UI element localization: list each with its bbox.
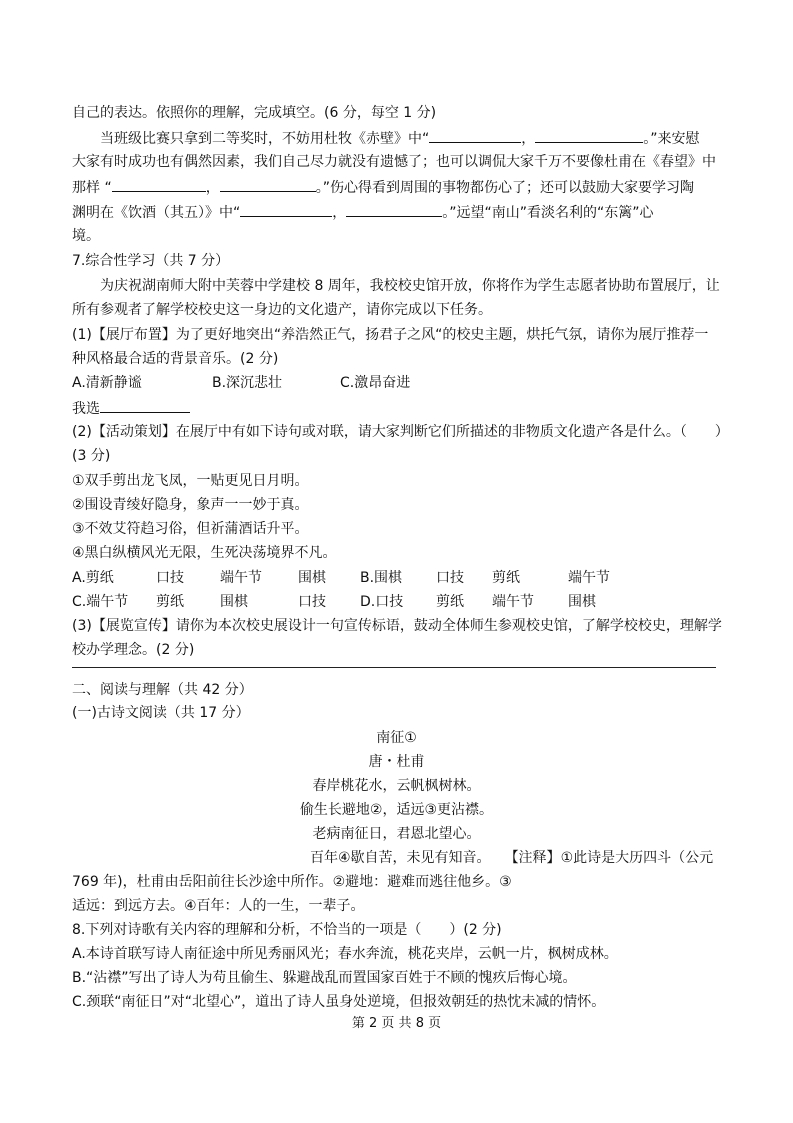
q6-instruction: 自己的表达。依照你的理解，完成填空。(6 分，每空 1 分) [72,105,437,121]
part2-subheading: (一)古诗文阅读（共 17 分） [72,705,250,721]
note-line-3: 适远：到远方去。④百年：人的一生，一辈子。 [72,898,365,914]
q6-line-3 [72,177,694,198]
choice-item: 剪纸 [436,594,464,610]
blank-5[interactable] [240,202,332,217]
choice-a[interactable]: A.剪纸 [72,570,114,586]
q7-sub2-line1: (2)【活动策划】在展厅中有如下诗句或对联，请大家判断它们所描述的非物质文化遗产各是什么。（ ） [72,424,729,440]
couplet-4: ④黑白纵横风光无限，生死决荡境界不凡。 [72,545,337,561]
poem-title: 南征① [376,730,417,746]
choice-item: 口技 [298,594,326,610]
q6-sep: ， [332,205,347,221]
q7-sub2-line2: (3 分) [72,448,111,464]
answer-divider [72,667,716,668]
option-b[interactable]: B.深沉悲壮 [212,375,283,391]
poem-line-2: 偷生长避地②，适远③更沾襟。 [299,802,494,818]
q7-sub3-line2: 校办学理念。(2 分) [72,642,195,658]
q6-line-4 [72,202,654,223]
blank-4[interactable] [220,177,316,192]
note-label: 【注释】 [504,850,561,866]
answer-blank[interactable] [100,398,190,413]
choice-b[interactable]: B.围棋 [360,570,403,586]
q6-text: 当班级比赛只拿到二等奖时，不妨用杜牧《赤壁》中“ [100,131,430,147]
q6-text: 那样 “ [72,180,112,196]
q7-intro-1: 为庆祝湖南师大附中芙蓉中学建校 8 周年，我校校史馆开放，你将作为学生志愿者协助布置展厅，让 [100,278,720,294]
q6-text: 。”来安慰 [643,131,700,147]
choice-item: 口技 [436,570,464,586]
choose-label: 我选 [72,401,100,417]
q6-sep: ， [205,180,220,196]
choice-item: 剪纸 [492,570,520,586]
blank-1[interactable] [429,128,521,143]
q7-sub1-options [72,373,410,393]
poem-line-1: 春岸桃花水，云帆枫树林。 [312,778,481,794]
choice-item: 围棋 [298,570,326,586]
poem-line-4: 百年④歇自苦，未见有知音。 [310,850,491,866]
couplet-3: ③不效艾符趋习俗，但祈蒲酒话升平。 [72,521,309,537]
choice-item: 端午节 [220,570,262,586]
q6-text: 。”伤心得看到周围的事物都伤心了；还可以鼓励大家要学习陶 [315,180,694,196]
couplet-1: ①双手剪出龙飞凤，一贴更见日月明。 [72,473,309,489]
q6-sep: ， [521,131,536,147]
blank-6[interactable] [346,202,442,217]
choice-item: 剪纸 [156,594,184,610]
q7-intro-2: 所有参观者了解学校校史这一身边的文化遗产，请你完成以下任务。 [72,302,492,318]
q8-option-c[interactable]: C.颈联“南征日”对“北望心”，道出了诗人虽身处逆境，但报效朝廷的热忱未减的情怀。 [72,994,606,1010]
choices-row-1 [72,568,610,588]
page-footer: 第 2 页 共 8 页 [351,1016,442,1031]
poem-author: 唐・杜甫 [368,754,425,770]
q8-option-a[interactable]: A.本诗首联写诗人南征途中所见秀丽风光；春水奔流，桃花夹岸，云帆一片，枫树成林。 [72,946,618,962]
choice-item: 口技 [156,570,184,586]
q7-sub1-answer [72,398,190,419]
q6-line-5: 境。 [72,228,100,244]
q6-line-1 [100,128,700,149]
q8-option-b[interactable]: B.“沾襟”写出了诗人为苟且偷生、躲避战乱而置国家百姓于不顾的愧疚后悔心境。 [72,970,577,986]
q7-sub1-line1: (1)【展厅布置】为了更好地突出“养浩然正气，扬君子之风“的校史主题，烘托气氛，请你为展厅推荐一 [72,327,709,343]
choice-d[interactable]: D.口技 [360,594,404,610]
poem-line-4-with-note [310,848,713,868]
q7-title: 7.综合性学习（共 7 分） [72,253,230,269]
part2-heading: 二、阅读与理解（共 42 分） [72,682,253,698]
q8-stem: 8.下列对诗歌有关内容的理解和分析，不恰当的一项是（ ）(2 分) [72,922,502,938]
choice-item: 端午节 [492,594,534,610]
poem-line-3: 老病南征日，君恩北望心。 [312,826,481,842]
blank-3[interactable] [112,177,206,192]
choice-c[interactable]: C.端午节 [72,594,129,610]
q7-sub1-line2: 种风格最合适的背景音乐。(2 分) [72,351,279,367]
choice-item: 围棋 [568,594,596,610]
option-a[interactable]: A.清新静谧 [72,375,142,391]
note-line-2: 769 年)，杜甫由岳阳前往长沙途中所作。②避地：避难而逃往他乡。③ [72,874,512,890]
q6-text: 渊明在《饮酒（其五）》中“ [72,205,241,221]
q7-sub3-line1: (3)【展览宣传】请你为本次校史展设计一句宣传标语，鼓动全体师生参观校史馆，了解学校校史，理解学 [72,618,722,634]
choice-item: 端午节 [568,570,610,586]
couplet-2: ②围设青绫好隐身，象声一一妙于真。 [72,497,309,513]
q6-line-2: 大家有时成功也有偶然因素，我们自己尽力就没有遗憾了；也可以调侃大家千万不要像杜甫在《春望》中 [72,154,716,170]
blank-2[interactable] [535,128,643,143]
option-c[interactable]: C.激昂奋进 [340,375,411,391]
note-text: ①此诗是大历四斗（公元 [560,850,714,866]
q6-text: 。”远望“南山”看淡名利的“东篱”心 [442,205,654,221]
choice-item: 围棋 [220,594,248,610]
choices-row-2 [72,592,596,612]
